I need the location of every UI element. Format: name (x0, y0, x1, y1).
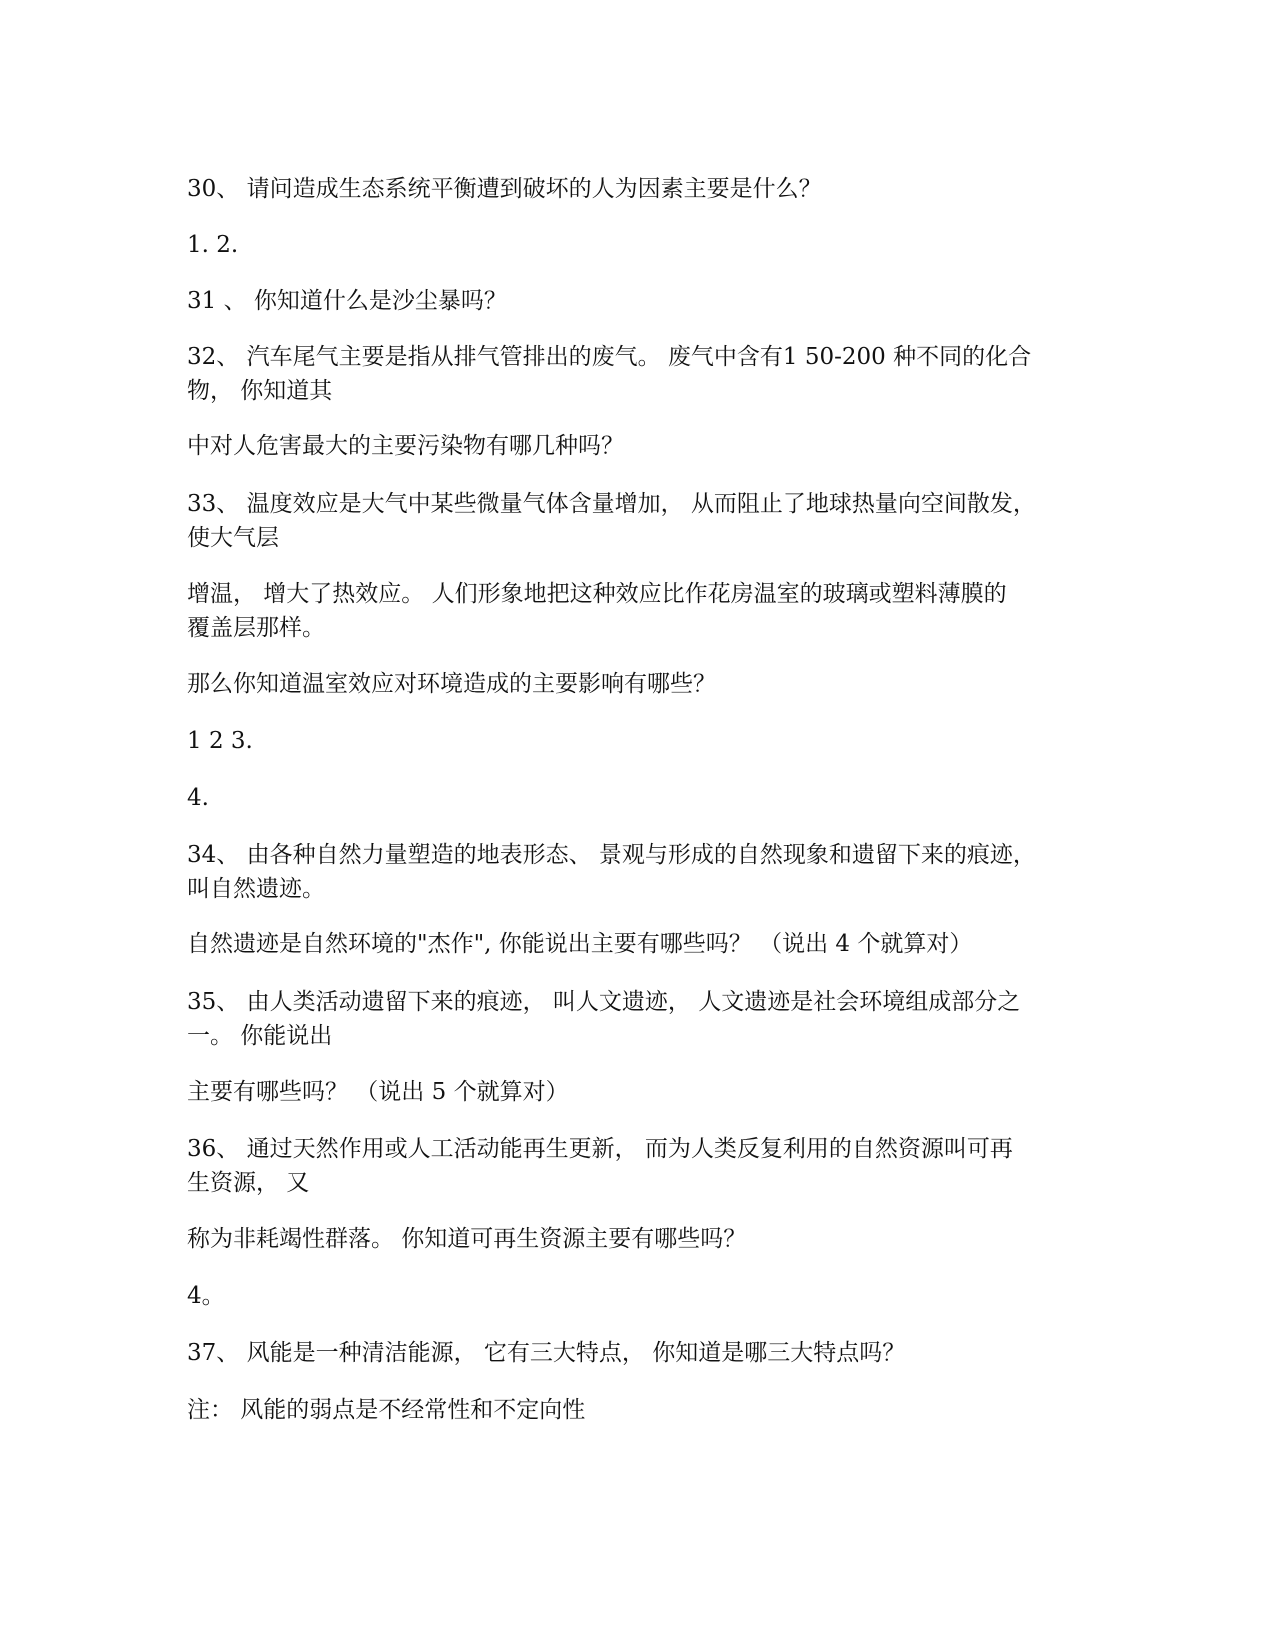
text-line: 物， 你知道其 (187, 378, 333, 404)
text-line: 主要有哪些吗？ （说出 5 个就算对） (187, 1079, 569, 1105)
answer-numbers-33-4 (187, 781, 1087, 815)
text-line: 30、 请问造成生态系统平衡遭到破坏的人为因素主要是什么？ (187, 176, 822, 202)
answer-numbers-30 (187, 228, 1087, 262)
text-line: 4。 (187, 1283, 225, 1309)
text-line: 1 2 3. (187, 728, 253, 754)
text-line: 32、 汽车尾气主要是指从排气管排出的废气。 废气中含有1 50-200 种不同的化合 (187, 344, 1032, 370)
text-line: 称为非耗竭性群落。 你知道可再生资源主要有哪些吗？ (187, 1226, 747, 1252)
text-line: 4. (187, 785, 209, 811)
text-line: 那么你知道温室效应对环境造成的主要影响有哪些？ (187, 671, 716, 697)
text-line: 自然遗迹是自然环境的"杰作", 你能说出主要有哪些吗？ （说出 4 个就算对） (187, 931, 973, 957)
text-line: 生资源， 又 (187, 1170, 310, 1196)
question-33-continued (187, 577, 1087, 645)
question-35-prompt (187, 1075, 1087, 1109)
text-line: 叫自然遗迹。 (187, 876, 325, 902)
question-34-prompt (187, 927, 1087, 961)
question-32-continued (187, 429, 1087, 463)
text-line: 37、 风能是一种清洁能源， 它有三大特点， 你知道是哪三大特点吗？ (187, 1340, 906, 1366)
text-line: 使大气层 (187, 525, 279, 551)
answer-numbers-36 (187, 1279, 1087, 1313)
question-32 (187, 340, 1087, 408)
text-line: 33、 温度效应是大气中某些微量气体含量增加， 从而阻止了地球热量向空间散发， (187, 491, 1036, 517)
text-line: 31 、 你知道什么是沙尘暴吗？ (187, 288, 507, 314)
question-36-prompt (187, 1222, 1087, 1256)
text-line: 1. 2. (187, 232, 239, 258)
text-line: 覆盖层那样。 (187, 615, 325, 641)
question-33 (187, 487, 1087, 555)
note-37 (187, 1393, 1087, 1427)
question-30 (187, 172, 1087, 206)
question-36 (187, 1132, 1087, 1200)
text-line: 36、 通过天然作用或人工活动能再生更新， 而为人类反复利用的自然资源叫可再 (187, 1136, 1013, 1162)
text-line: 35、 由人类活动遗留下来的痕迹， 叫人文遗迹， 人文遗迹是社会环境组成部分之 (187, 989, 1021, 1015)
question-31 (187, 284, 1087, 318)
question-34 (187, 838, 1087, 906)
text-line: 注： 风能的弱点是不经常性和不定向性 (187, 1397, 586, 1423)
text-line: 一。 你能说出 (187, 1023, 333, 1049)
question-35 (187, 985, 1087, 1053)
text-line: 中对人危害最大的主要污染物有哪几种吗？ (187, 433, 624, 459)
question-33-prompt (187, 667, 1087, 701)
text-line: 34、 由各种自然力量塑造的地表形态、 景观与形成的自然现象和遗留下来的痕迹， (187, 842, 1036, 868)
text-line: 增温， 增大了热效应。 人们形象地把这种效应比作花房温室的玻璃或塑料薄膜的 (187, 581, 1007, 607)
answer-numbers-33 (187, 724, 1087, 758)
question-37 (187, 1336, 1087, 1370)
